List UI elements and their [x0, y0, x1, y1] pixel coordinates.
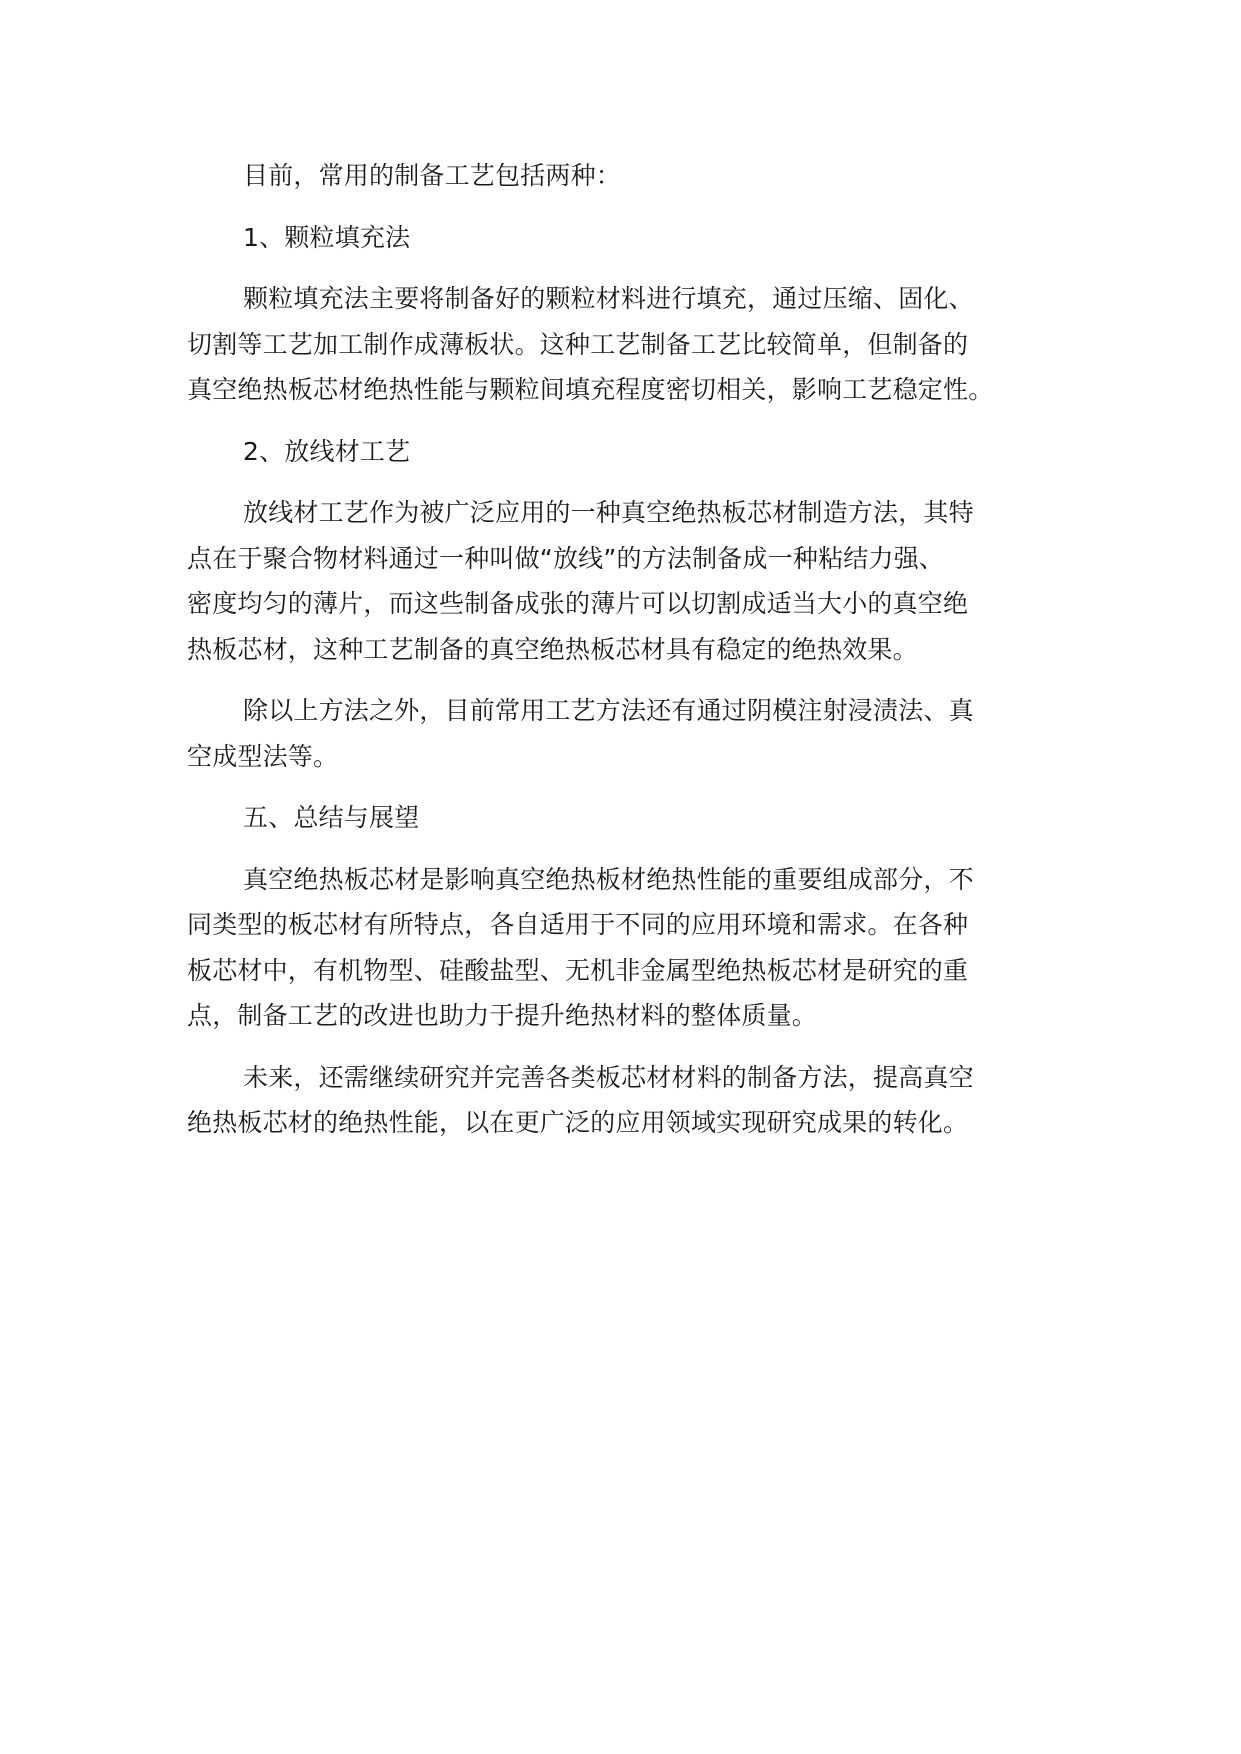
document-body	[187, 153, 1067, 1146]
paragraph-outlook	[187, 1055, 1067, 1146]
text-line: 除以上方法之外，目前常用工艺方法还有通过阴模注射浸渍法、真	[243, 696, 974, 725]
text-line: 颗粒填充法主要将制备好的颗粒材料进行填充，通过压缩、固化、	[243, 284, 974, 313]
paragraph-intro	[187, 153, 1067, 199]
text-line: 目前，常用的制备工艺包括两种：	[243, 161, 622, 190]
paragraph-wire-release	[187, 490, 1067, 672]
text-line: 同类型的板芯材有所特点，各自适用于不同的应用环境和需求。在各种	[187, 910, 969, 939]
text-line: 真空绝热板芯材绝热性能与颗粒间填充程度密切相关，影响工艺稳定性。	[187, 375, 994, 404]
section-heading-wire-release	[187, 429, 1067, 475]
text-line: 2、放线材工艺	[243, 436, 411, 466]
text-line: 切割等工艺加工制作成薄板状。这种工艺制备工艺比较简单，但制备的	[187, 329, 969, 359]
text-line: 密度均匀的薄片，而这些制备成张的薄片可以切割成适当大小的真空绝	[187, 589, 969, 618]
text-line: 五、总结与展望	[243, 803, 420, 832]
paragraph-other-methods	[187, 688, 1067, 779]
paragraph-granule-filling	[187, 276, 1067, 413]
text-line: 绝热板芯材的绝热性能，以在更广泛的应用领域实现研究成果的转化。	[187, 1108, 969, 1137]
text-line: 1、颗粒填充法	[243, 222, 411, 252]
text-line: 板芯材中，有机物型、硅酸盐型、无机非金属型绝热板芯材是研究的重	[187, 955, 969, 985]
section-heading-granule-filling	[187, 215, 1067, 261]
text-line: 点，制备工艺的改进也助力于提升绝热材料的整体质量。	[187, 1001, 818, 1030]
section-heading-summary	[187, 795, 1067, 841]
text-line: 放线材工艺作为被广泛应用的一种真空绝热板芯材制造方法，其特	[243, 498, 974, 527]
paragraph-summary	[187, 857, 1067, 1039]
text-line: 热板芯材，这种工艺制备的真空绝热板芯材具有稳定的绝热效果。	[187, 634, 918, 664]
text-line: 真空绝热板芯材是影响真空绝热板材绝热性能的重要组成部分，不	[243, 864, 974, 894]
text-line: 点在于聚合物材料通过一种叫做“放线”的方法制备成一种粘结力强、	[187, 543, 945, 573]
text-line: 空成型法等。	[187, 741, 339, 771]
text-line: 未来，还需继续研究并完善各类板芯材材料的制备方法，提高真空	[243, 1062, 974, 1092]
